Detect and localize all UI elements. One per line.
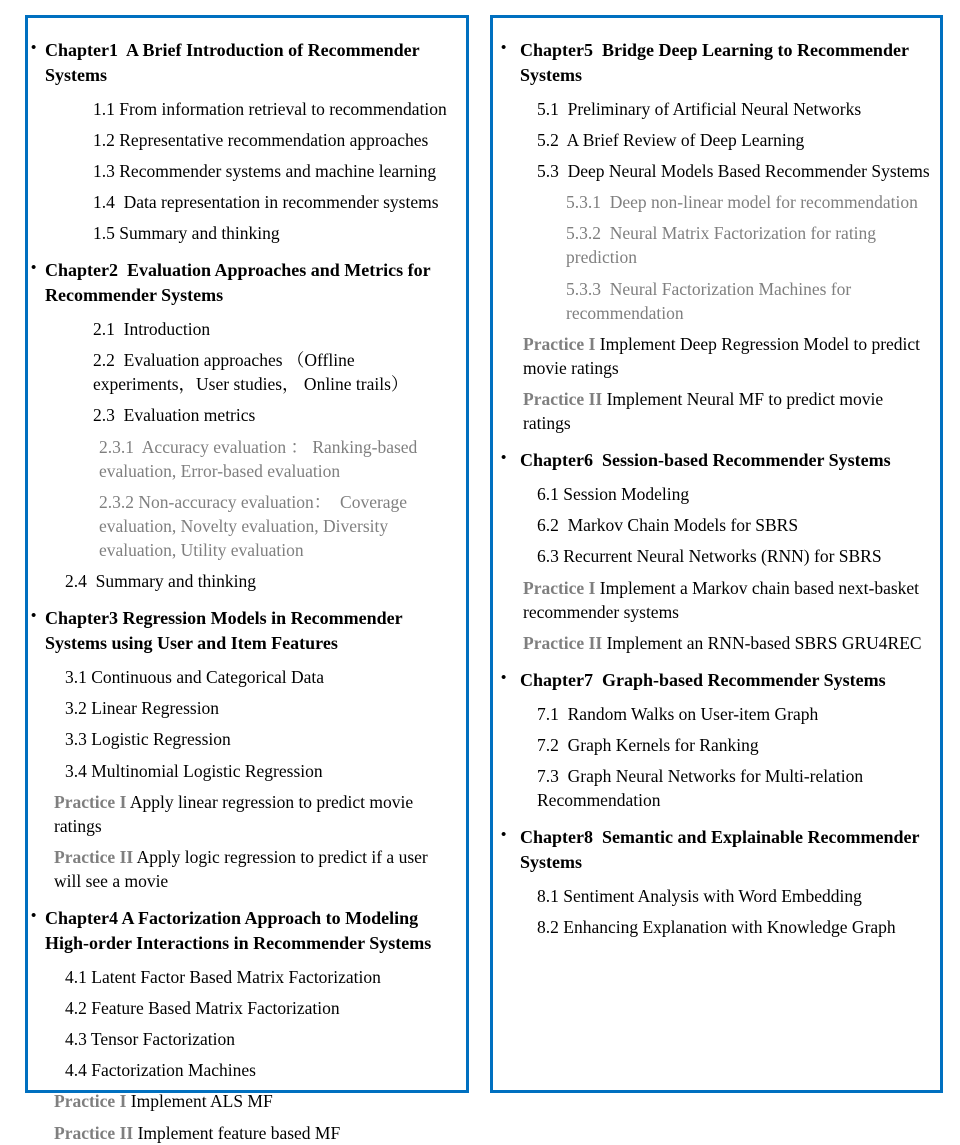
section-item	[537, 702, 932, 726]
section-item	[537, 128, 932, 152]
chapter-title: Chapter2 Evaluation Approaches and Metrics for Recommender Systems	[45, 260, 435, 306]
section-text: 1.3 Recommender systems and machine learning	[93, 160, 437, 181]
chapter-title: Chapter3 Regression Models in Recommender Systems using User and Item Features	[45, 608, 407, 654]
practice-text: Implement feature based MF	[137, 1122, 341, 1143]
chapter-title: Chapter6 Session-based Recommender Systems	[520, 450, 891, 471]
bullet-icon: •	[501, 40, 507, 56]
section2-item	[65, 665, 458, 689]
subsection-item	[99, 435, 458, 483]
section-text: 2.4 Summary and thinking	[65, 571, 257, 592]
bullet-icon: •	[31, 608, 37, 625]
section-text: 1.2 Representative recommendation approaches	[93, 129, 429, 150]
section-item	[537, 884, 932, 908]
chapter-item	[30, 258, 458, 308]
section-text: 2.3 Evaluation metrics	[93, 405, 256, 426]
chapter-title: Chapter5 Bridge Deep Learning to Recommender Systems	[520, 40, 914, 85]
section2-item	[65, 759, 458, 783]
section2-item	[65, 965, 458, 989]
section2-item	[65, 727, 458, 751]
section-item	[537, 513, 932, 537]
section-item	[93, 159, 458, 183]
chapter-title: Chapter7 Graph-based Recommender Systems	[520, 670, 886, 691]
practice-item	[523, 631, 932, 655]
practice-text: Apply linear regression to predict movie ratings	[54, 791, 418, 836]
section-text: 2.2 Evaluation approaches （Offline experiments，User studies， Online trails）	[93, 350, 409, 395]
toc-box-right	[490, 15, 943, 1093]
section-text: 5.3.3 Neural Factorization Machines for recommendation	[566, 278, 856, 323]
section-item	[537, 544, 932, 568]
section-text: 3.1 Continuous and Categorical Data	[65, 667, 325, 688]
section2-item	[65, 1058, 458, 1082]
practice-label: Practice I	[523, 333, 596, 354]
section-item	[93, 403, 458, 427]
practice-item	[54, 790, 458, 838]
section-text: 5.1 Preliminary of Artificial Neural Networks	[537, 98, 862, 119]
section-item	[93, 221, 458, 245]
section-text: 4.3 Tensor Factorization	[65, 1029, 236, 1050]
practice-label: Practice I	[54, 791, 127, 812]
practice-text: Implement ALS MF	[130, 1091, 273, 1112]
section-text: 5.2 A Brief Review of Deep Learning	[537, 129, 805, 150]
practice-item	[523, 576, 932, 624]
practice-text: Implement Neural MF to predict movie ratings	[523, 389, 888, 434]
chapter-title: Chapter4 A Factorization Approach to Modeling High-order Interactions in Recommender Systems	[45, 908, 432, 954]
practice-text: Implement Deep Regression Model to predict movie ratings	[523, 333, 925, 378]
practice-text: Implement an RNN-based SBRS GRU4REC	[606, 632, 922, 653]
section-item	[93, 190, 458, 214]
section-text: 1.4 Data representation in recommender systems	[93, 192, 439, 213]
subsection-item	[99, 490, 458, 562]
section-item	[537, 97, 932, 121]
section-text: 1.1 From information retrieval to recommendation	[93, 98, 447, 119]
bullet-icon: •	[501, 827, 507, 844]
subsection-item	[566, 277, 932, 325]
chapter-item	[30, 906, 458, 956]
toc-column-left	[28, 38, 458, 1145]
section-text: 5.3 Deep Neural Models Based Recommender Systems	[537, 160, 930, 181]
bullet-icon: •	[501, 450, 507, 467]
chapter-title: Chapter1 A Brief Introduction of Recommender Systems	[45, 40, 424, 85]
bullet-icon: •	[31, 908, 37, 925]
section-item	[537, 764, 932, 812]
practice-label: Practice II	[523, 632, 603, 653]
practice-item	[54, 845, 458, 893]
chapter-item	[500, 668, 932, 693]
section-text: 7.1 Random Walks on User-item Graph	[537, 703, 819, 724]
subsection-item	[566, 221, 932, 269]
chapter-item	[500, 448, 932, 473]
section2-item	[65, 696, 458, 720]
section-text: 3.4 Multinomial Logistic Regression	[65, 760, 323, 781]
section-item	[537, 915, 932, 939]
section2-item	[65, 1027, 458, 1051]
section-text: 2.3.1 Accuracy evaluation ： Ranking-based evaluation, Error-based evaluation	[99, 436, 422, 481]
section-text: 6.2 Markov Chain Models for SBRS	[537, 515, 799, 536]
section-text: 4.4 Factorization Machines	[65, 1060, 256, 1081]
chapter-title: Chapter8 Semantic and Explainable Recommender Systems	[520, 827, 924, 873]
section-text: 3.2 Linear Regression	[65, 698, 220, 719]
practice-item	[54, 1089, 458, 1113]
practice-label: Practice II	[54, 846, 134, 867]
section-item	[93, 128, 458, 152]
section2-item	[65, 996, 458, 1020]
section-text: 6.1 Session Modeling	[537, 484, 690, 505]
chapter-item	[500, 825, 932, 875]
bullet-icon: •	[31, 260, 37, 277]
section2-item	[65, 569, 458, 593]
section-item	[537, 159, 932, 183]
practice-label: Practice I	[523, 577, 596, 598]
practice-text: Apply logic regression to predict if a user will see a movie	[54, 846, 433, 892]
section-text: 8.2 Enhancing Explanation with Knowledge Graph	[537, 917, 896, 938]
section-item	[537, 482, 932, 506]
section-text: 4.2 Feature Based Matrix Factorization	[65, 998, 340, 1018]
practice-label: Practice II	[523, 389, 603, 410]
bullet-icon: •	[31, 40, 37, 56]
section-item	[537, 733, 932, 757]
toc-column-right	[493, 38, 932, 939]
section-text: 4.1 Latent Factor Based Matrix Factorization	[65, 966, 381, 987]
section-text: 3.3 Logistic Regression	[65, 729, 231, 750]
subsection-item	[566, 190, 932, 214]
section-item	[93, 348, 458, 396]
section-text: 1.5 Summary and thinking	[93, 223, 280, 244]
section-text: 2.3.2 Non-accuracy evaluation： Coverage evaluation, Novelty evaluation, Diversity evaluation, Utility evaluation	[99, 491, 412, 561]
section-text: 7.2 Graph Kernels for Ranking	[537, 734, 759, 755]
section-item	[93, 97, 458, 121]
chapter-item	[30, 606, 458, 656]
chapter-item	[500, 38, 932, 88]
section-text: 2.1 Introduction	[93, 319, 211, 340]
practice-item	[523, 387, 932, 435]
practice-item	[523, 332, 932, 380]
toc-box-left	[25, 15, 469, 1143]
practice-label: Practice II	[54, 1122, 134, 1143]
section-text: 7.3 Graph Neural Networks for Multi-relation Recommendation	[537, 766, 868, 811]
practice-text: Implement a Markov chain based next-basket recommender systems	[523, 577, 924, 622]
chapter-item	[30, 38, 458, 88]
section-text: 8.1 Sentiment Analysis with Word Embedding	[537, 886, 862, 907]
bullet-icon: •	[501, 670, 507, 687]
section-text: 6.3 Recurrent Neural Networks (RNN) for SBRS	[537, 546, 882, 567]
practice-item	[54, 1121, 458, 1145]
section-text: 5.3.1 Deep non-linear model for recommendation	[566, 192, 918, 213]
section-text: 5.3.2 Neural Matrix Factorization for rating prediction	[566, 223, 881, 268]
section-item	[93, 317, 458, 341]
practice-label: Practice I	[54, 1091, 127, 1112]
